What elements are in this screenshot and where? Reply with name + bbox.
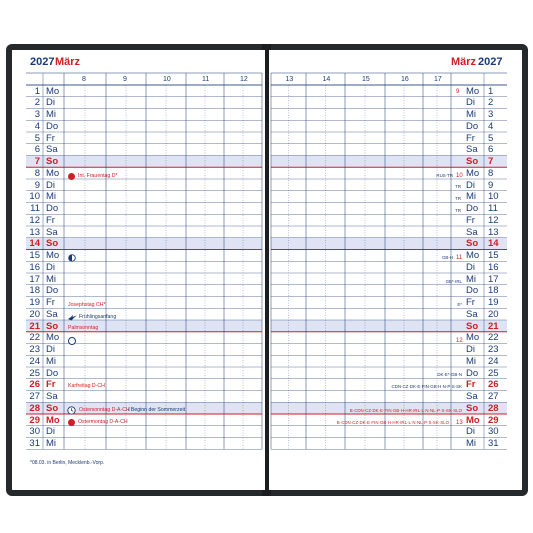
day-name: So [466, 156, 479, 167]
day-number: 4 [34, 120, 40, 132]
day-number: 26 [29, 379, 40, 391]
day-name: Mo [466, 250, 480, 261]
day-number: 21 [488, 320, 499, 332]
red-dot-icon [68, 419, 75, 426]
day-number: 18 [488, 285, 499, 297]
day-name: Mi [46, 438, 57, 449]
day-number: 30 [29, 426, 40, 438]
day-name: Di [46, 261, 55, 273]
day-number: 12 [29, 214, 40, 226]
day-name: Mo [46, 85, 60, 97]
country-codes-26: CDN·CZ·DK·E·FIN·GB·H·N·P·S·SK [391, 384, 462, 389]
day-name: Mi [466, 273, 477, 285]
day-name: Mi [466, 438, 477, 449]
day-number: 3 [488, 109, 494, 120]
event-ostermontag: Ostermontag D-A-CH [78, 419, 128, 425]
day-number: 5 [34, 132, 40, 144]
day-name: Mi [46, 191, 57, 203]
day-number: 7 [488, 156, 494, 167]
day-number: 11 [30, 203, 40, 214]
day-name: Mi [46, 109, 57, 120]
day-number: 26 [488, 379, 499, 391]
day-number: 28 [29, 402, 40, 414]
day-number: 1 [488, 85, 494, 97]
month-right: März [451, 56, 477, 68]
day-number: 8 [488, 167, 494, 179]
new-moon-icon [68, 337, 76, 345]
day-name: Di [46, 344, 55, 355]
day-name: Di [466, 426, 475, 438]
day-number: 12 [488, 214, 499, 226]
day-number: 10 [29, 191, 40, 203]
day-name: Mo [46, 332, 60, 344]
day-number: 30 [488, 426, 499, 438]
day-number: 2 [488, 97, 494, 109]
day-name: Di [466, 97, 475, 109]
day-number: 7 [34, 156, 40, 167]
day-name: Sa [46, 144, 58, 156]
day-number: 6 [34, 144, 40, 156]
day-name: Mi [466, 191, 477, 203]
event-ostersonntag: Ostersonntag D-A-CH [79, 407, 130, 413]
day-number: 3 [34, 109, 40, 120]
country-codes-29: B·CDN·CZ·DK·E·FIN·GB·H·HR·IRL·L·N·NL·P·S·SK·SLO [336, 420, 449, 425]
day-name: So [46, 156, 59, 167]
day-number: 21 [29, 320, 40, 332]
day-number: 15 [488, 250, 499, 261]
day-name: So [466, 320, 479, 332]
day-number: 18 [29, 285, 40, 297]
day-name: Sa [466, 144, 478, 156]
day-number: 22 [29, 332, 40, 344]
country-codes-15: GB-H [442, 255, 453, 260]
day-number: 13 [29, 226, 40, 238]
day-number: 9 [34, 179, 40, 191]
day-number: 15 [29, 250, 40, 261]
day-name: Mo [46, 414, 60, 426]
day-name: Fr [46, 132, 55, 144]
day-name: Mo [466, 414, 480, 426]
day-name: Do [46, 203, 59, 214]
event-josephstag: Josephstag CH* [68, 302, 106, 308]
day-number: 11 [488, 203, 498, 214]
country-codes-11: TR [455, 208, 461, 213]
day-name: So [466, 238, 479, 250]
day-name: Di [466, 344, 475, 355]
event-karfreitag: Karfreitag D-CH [68, 383, 105, 389]
day-name: Sa [46, 226, 58, 238]
day-number: 16 [29, 261, 40, 273]
day-name: Mi [466, 109, 477, 120]
day-name: Fr [466, 297, 475, 308]
day-name: Fr [46, 214, 55, 226]
country-codes-8: RUS·TR [436, 173, 453, 178]
day-name: So [466, 402, 479, 414]
hour-label: 17 [434, 76, 442, 83]
footnote: *08.03. in Berlin, Mecklenb.-Vorp. [30, 460, 105, 466]
hour-label: 10 [163, 76, 171, 83]
day-name: Mo [46, 167, 60, 179]
day-name: Mo [466, 85, 480, 97]
day-number: 8 [34, 167, 40, 179]
day-name: Mi [46, 355, 57, 367]
day-name: Di [466, 261, 475, 273]
event-int-frauentag: Int. Frauentag D* [78, 173, 118, 179]
hour-label: 14 [322, 76, 331, 83]
day-name: Mo [466, 332, 480, 344]
day-number: 1 [34, 85, 40, 97]
sunday-band [26, 238, 262, 250]
day-number: 16 [488, 261, 499, 273]
day-name: Sa [466, 391, 478, 402]
day-name: So [46, 238, 59, 250]
day-name: Di [46, 97, 55, 109]
month-left: März [55, 56, 81, 68]
hour-label: 9 [123, 76, 127, 83]
year-right: 2027 [478, 56, 503, 68]
red-dot-icon [68, 173, 75, 180]
hour-label: 11 [202, 76, 210, 83]
day-number: 23 [488, 344, 499, 355]
day-name: Do [466, 285, 479, 297]
day-number: 23 [29, 344, 40, 355]
day-name: Fr [46, 379, 56, 391]
country-codes-19: E* [457, 302, 462, 307]
day-number: 20 [488, 308, 499, 320]
week-number-9: 9 [456, 89, 460, 95]
day-name: Fr [466, 379, 476, 391]
day-name: Do [46, 120, 59, 132]
day-number: 9 [488, 179, 494, 191]
year-left: 2027 [30, 56, 55, 68]
day-number: 25 [488, 367, 499, 379]
day-number: 19 [29, 297, 40, 308]
day-number: 27 [488, 391, 499, 402]
day-number: 25 [29, 367, 40, 379]
sunday-band [26, 320, 262, 332]
hour-label: 8 [82, 76, 86, 83]
day-number: 28 [488, 402, 499, 414]
day-number: 24 [488, 355, 499, 367]
day-number: 5 [488, 132, 494, 144]
day-name: Fr [466, 132, 475, 144]
country-codes-25: DK·E*·GB-N [437, 372, 462, 377]
day-name: Sa [46, 308, 58, 320]
day-number: 4 [488, 120, 494, 132]
day-number: 31 [488, 438, 499, 449]
day-number: 20 [29, 308, 40, 320]
week-number-10: 10 [456, 173, 463, 179]
day-name: Mi [46, 273, 57, 285]
sunday-band [26, 156, 262, 168]
day-number: 17 [29, 273, 40, 285]
day-number: 14 [29, 238, 40, 250]
swallow-icon [68, 314, 77, 321]
day-name: Do [46, 285, 59, 297]
day-number: 22 [488, 332, 499, 344]
day-name: Di [466, 179, 475, 191]
day-name: So [46, 320, 59, 332]
country-codes-9: TR [455, 184, 461, 189]
event-beginn-sommerzeit: / Beginn der Sommerzeit [128, 407, 186, 413]
hour-label: 15 [362, 76, 370, 83]
day-name: Do [46, 367, 59, 379]
hour-label: 13 [285, 76, 294, 83]
country-codes-17: GB*·IRL [445, 279, 462, 284]
day-name: Mo [466, 167, 480, 179]
day-number: 31 [29, 438, 40, 449]
day-name: Mo [46, 250, 60, 261]
week-number-13: 13 [456, 420, 463, 426]
day-name: Fr [466, 214, 475, 226]
event-palmsonntag: Palmsonntag [68, 325, 99, 331]
day-name: Do [466, 120, 479, 132]
day-number: 27 [29, 391, 40, 402]
day-name: So [46, 402, 59, 414]
day-name: Di [46, 179, 55, 191]
day-number: 2 [34, 97, 40, 109]
day-name: Sa [466, 226, 478, 238]
hour-label: 16 [401, 76, 409, 83]
day-name: Di [46, 426, 55, 438]
event-fruehlingsanfang: Frühlingsanfang [79, 314, 117, 320]
day-name: Do [466, 203, 479, 214]
day-number: 17 [488, 273, 499, 285]
day-name: Sa [466, 308, 478, 320]
week-number-12: 12 [456, 338, 463, 344]
week-number-11: 11 [456, 255, 463, 261]
day-number: 19 [488, 297, 499, 308]
day-number: 6 [488, 144, 494, 156]
country-codes-28: B·CDN·CZ·DK·E·FIN·GB·H·HR·IRL·L·N·NL·P·S·SK·SLO [349, 408, 462, 413]
clock-icon [67, 406, 76, 415]
hour-label: 12 [240, 76, 248, 83]
day-number: 24 [29, 355, 40, 367]
day-name: Sa [46, 391, 58, 402]
day-name: Do [466, 367, 479, 379]
country-codes-10: TR [455, 196, 461, 201]
day-name: Mi [466, 355, 477, 367]
day-number: 13 [488, 226, 499, 238]
first-quarter-moon-icon [68, 254, 76, 262]
day-number: 29 [488, 414, 499, 426]
day-number: 29 [29, 414, 40, 426]
day-name: Fr [46, 297, 55, 308]
day-number: 14 [488, 238, 499, 250]
day-number: 10 [488, 191, 499, 203]
